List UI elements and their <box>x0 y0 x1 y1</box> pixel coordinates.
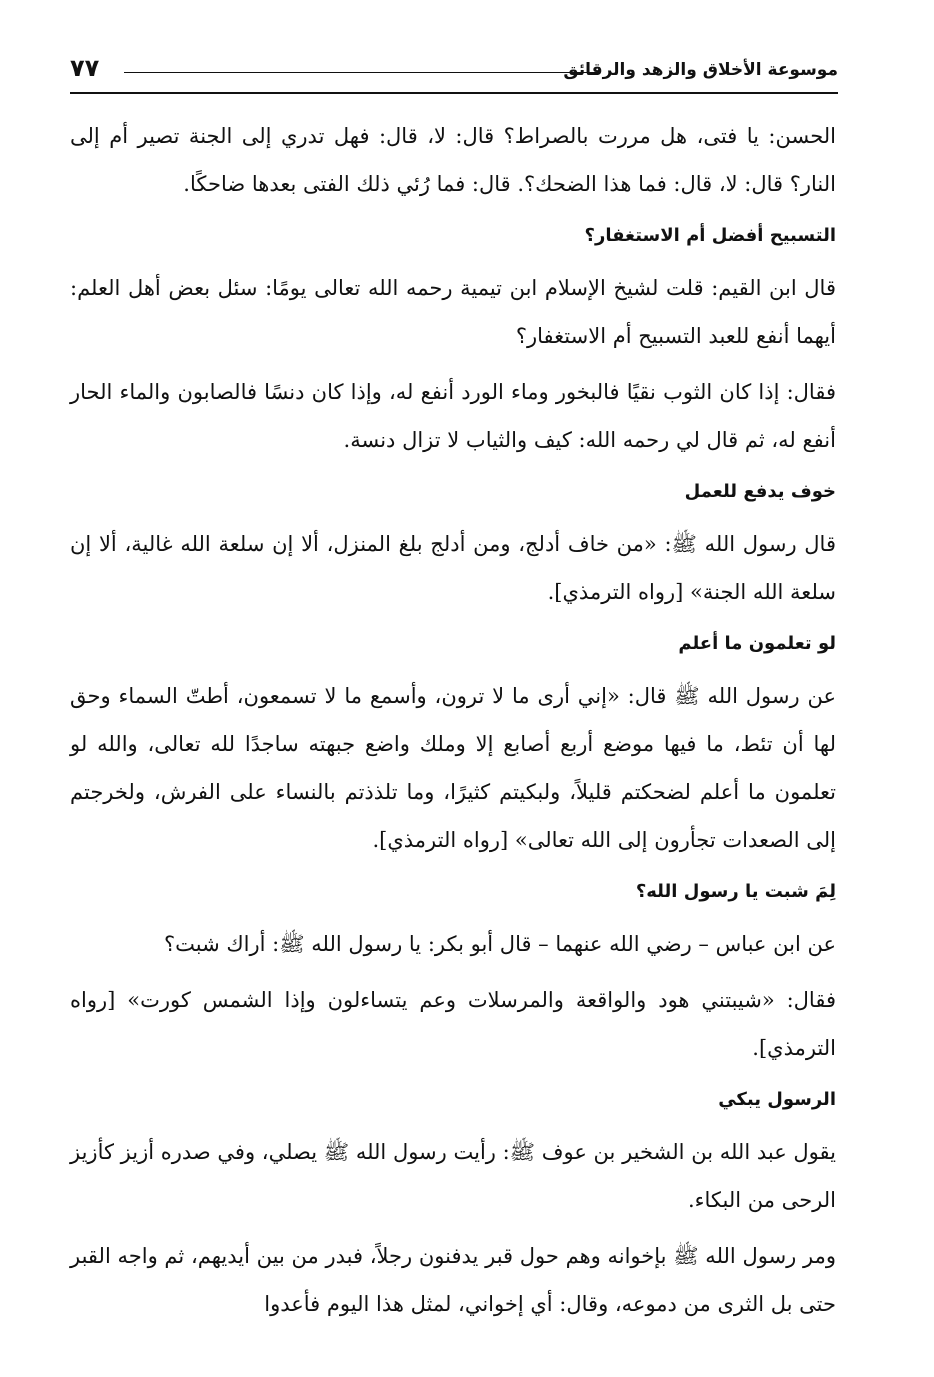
section-heading: التسبيح أفضل أم الاستغفار؟ <box>584 225 836 246</box>
paragraph: عن ابن عباس – رضي الله عنهما – قال أبو بكر: يا رسول الله ﷺ: أراك شبت؟ <box>163 932 836 956</box>
paragraph: قال ابن القيم: قلت لشيخ الإسلام ابن تيمية رحمه الله تعالى يومًا: سئل بعض أهل العلم: أيهما أنفع للعبد التسبيح أم الاستغفار؟ <box>70 276 836 348</box>
paragraph: يقول عبد الله بن الشخير بن عوف ﷺ: رأيت رسول الله ﷺ يصلي، وفي صدره أزيز كأزيز الرحى من البكاء. <box>70 1140 836 1212</box>
section-heading: الرسول يبكي <box>718 1089 836 1110</box>
header-rule <box>70 92 838 94</box>
paragraph: قال رسول الله ﷺ: «من خاف أدلج، ومن أدلج بلغ المنزل، ألا إن سلعة الله غالية، ألا إن سلعة الله الجنة» [رواه الترمذي]. <box>70 532 836 604</box>
paragraph: عن رسول الله ﷺ قال: «إني أرى ما لا ترون، وأسمع ما لا تسمعون، أطتّ السماء وحق لها أن تئط، ما فيها موضع أربع أصابع إلا وملك واضع جبهته ساجدًا لله تعالى، والله لو تعلمون ما أعلم لضحكتم قليلاً، ولبكيتم كثيرًا، وما تلذذتم بالنساء على الفرش، ولخرجتم إلى الصعدات تجأرون إلى الله تعالى» [رواه الترمذي]. <box>70 684 836 852</box>
paragraph: ومر رسول الله ﷺ بإخوانه وهم حول قبر يدفنون رجلاً، فبدر من بين أيديهم، ثم واجه القبر حتى بل الثرى من دموعه، وقال: أي إخواني، لمثل هذا اليوم فأعدوا <box>70 1244 836 1316</box>
section-heading: لِمَ شبت يا رسول الله؟ <box>635 881 836 902</box>
book-title: موسوعة الأخلاق والزهد والرقائق <box>563 60 838 80</box>
running-header <box>68 52 838 92</box>
header-dash-line <box>124 72 598 73</box>
page-content <box>70 112 836 1328</box>
section-heading: خوف يدفع للعمل <box>684 481 836 502</box>
paragraph: فقال: إذا كان الثوب نقيًا فالبخور وماء الورد أنفع له، وإذا كان دنسًا فالصابون والماء الحار أنفع له، ثم قال لي رحمه الله: كيف والثياب لا تزال دنسة. <box>70 380 836 452</box>
section-heading: لو تعلمون ما أعلم <box>678 633 836 654</box>
paragraph: فقال: «شيبتني هود والواقعة والمرسلات وعم يتساءلون وإذا الشمس كورت» [رواه الترمذي]. <box>70 988 836 1060</box>
paragraph: الحسن: يا فتى، هل مررت بالصراط؟ قال: لا، قال: فهل تدري إلى الجنة تصير أم إلى النار؟ قال: لا، قال: فما هذا الضحك؟. قال: فما رُئي ذلك الفتى بعدها ضاحكًا. <box>70 124 836 196</box>
page-number: ٧٧ <box>70 54 100 82</box>
